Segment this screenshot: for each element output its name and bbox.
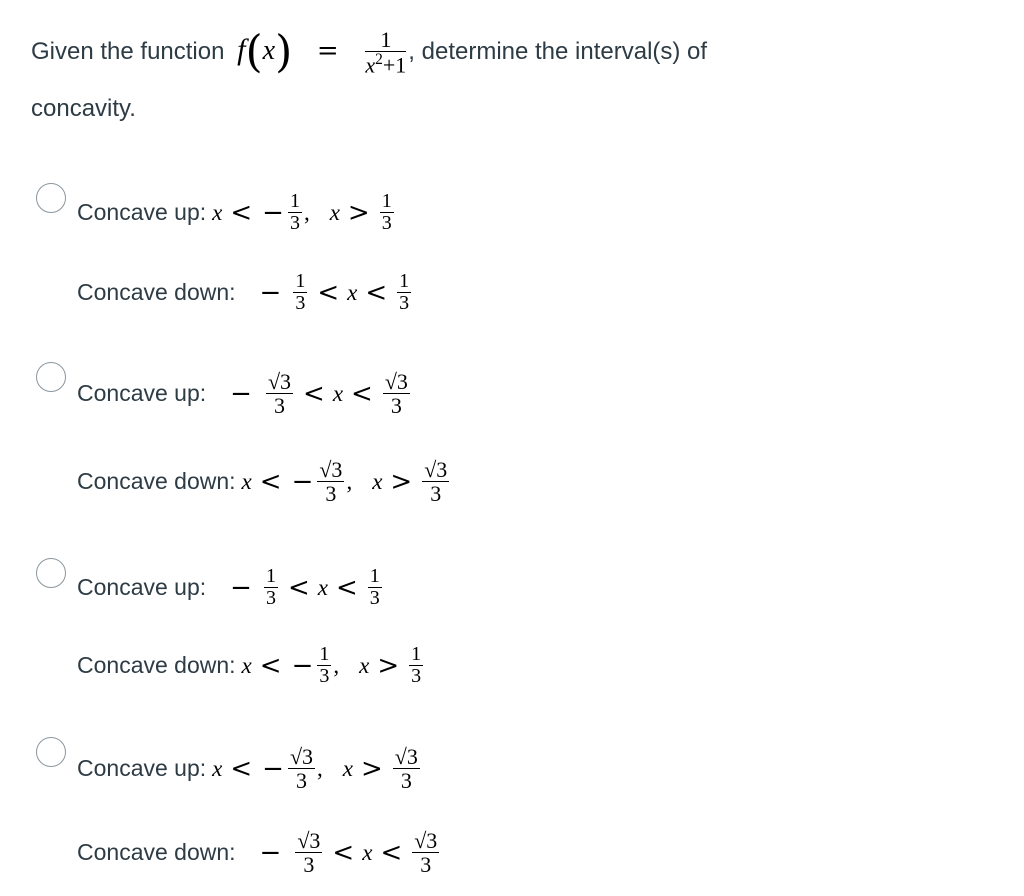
math-var: x bbox=[359, 652, 370, 678]
math-minus: − bbox=[230, 572, 252, 603]
option-3-concave-down bbox=[77, 644, 425, 687]
left-paren-icon: ( bbox=[245, 26, 263, 78]
math-op: < bbox=[259, 466, 282, 497]
math-op: < bbox=[259, 650, 282, 681]
math-minus: − bbox=[262, 197, 284, 228]
radio-button-3[interactable] bbox=[36, 558, 66, 588]
math-fraction: $\frac{√3}{3}$ bbox=[424, 457, 448, 507]
math-op: > bbox=[377, 650, 400, 681]
question-suffix: , determine the interval(s) of bbox=[408, 38, 708, 65]
rhs-den-var: x bbox=[365, 52, 376, 78]
math-var: x bbox=[332, 380, 344, 406]
rhs-fraction bbox=[365, 28, 406, 77]
option-1-concave-up bbox=[77, 191, 396, 234]
math-fraction: $\frac{1}{3}$ bbox=[295, 270, 306, 314]
math-fraction: $\frac{1}{3}$ bbox=[369, 565, 380, 609]
math-op: < bbox=[303, 378, 325, 409]
option-4-concave-down bbox=[77, 829, 441, 876]
math-fraction: $\frac{1}{3}$ bbox=[411, 643, 422, 687]
math-fraction: $\frac{1}{3}$ bbox=[265, 565, 276, 609]
question-line2: concavity. bbox=[31, 94, 136, 122]
math-var: x bbox=[317, 574, 328, 600]
math-op: > bbox=[390, 466, 413, 497]
math-fraction: $\frac{√3}{3}$ bbox=[289, 744, 314, 794]
math-sep: , bbox=[303, 199, 310, 225]
option-4-concave-up bbox=[77, 745, 422, 792]
math-fraction: $\frac{√3}{3}$ bbox=[394, 744, 418, 794]
math-minus: − bbox=[230, 378, 252, 409]
math-var: x bbox=[241, 468, 252, 494]
option-2-concave-up bbox=[77, 370, 412, 417]
math-minus: − bbox=[291, 466, 314, 497]
concave-up-label: Concave up: bbox=[77, 755, 207, 782]
math-sep: , bbox=[317, 755, 323, 781]
math-var: x bbox=[372, 468, 383, 494]
math-fraction: $\frac{√3}{3}$ bbox=[267, 369, 292, 419]
rhs-den-exp: 2 bbox=[375, 51, 383, 69]
math-minus: − bbox=[259, 837, 282, 868]
function-name: f bbox=[237, 33, 246, 66]
math-fraction: $\frac{√3}{3}$ bbox=[384, 369, 408, 419]
question-prefix: Given the function bbox=[31, 38, 225, 65]
math-var: x bbox=[241, 652, 252, 678]
rhs-den-rest: +1 bbox=[382, 52, 407, 78]
radio-button-4[interactable] bbox=[36, 737, 66, 767]
math-minus: − bbox=[291, 650, 314, 681]
option-3-concave-up bbox=[77, 566, 384, 609]
math-op: < bbox=[230, 197, 253, 228]
math-var: x bbox=[362, 839, 373, 865]
equals-sign: = bbox=[316, 36, 339, 66]
concave-down-label: Concave down: bbox=[77, 652, 236, 678]
concave-down-label: Concave down: bbox=[77, 468, 236, 495]
math-fraction: $\frac{1}{3}$ bbox=[381, 190, 392, 234]
math-op: < bbox=[380, 837, 403, 868]
math-op: > bbox=[347, 197, 370, 228]
concave-down-label: Concave down: bbox=[77, 839, 236, 866]
right-paren-icon: ) bbox=[275, 26, 293, 78]
math-fraction: $\frac{√3}{3}$ bbox=[414, 828, 438, 878]
math-minus: − bbox=[259, 277, 282, 308]
math-op: < bbox=[230, 753, 253, 784]
math-op: < bbox=[332, 837, 355, 868]
math-var: x bbox=[342, 755, 353, 781]
math-op: < bbox=[317, 277, 340, 308]
option-2-concave-down bbox=[77, 458, 451, 505]
math-fraction: $\frac{√3}{3}$ bbox=[319, 457, 343, 507]
concave-up-label: Concave up: bbox=[77, 380, 207, 407]
radio-button-2[interactable] bbox=[36, 362, 66, 392]
math-fraction: $\frac{1}{3}$ bbox=[289, 190, 300, 234]
math-sep: , bbox=[346, 468, 353, 494]
question-text bbox=[31, 22, 991, 137]
math-op: < bbox=[365, 277, 388, 308]
concave-up-label: Concave up: bbox=[77, 199, 207, 225]
rhs-numerator: 1 bbox=[365, 28, 406, 52]
concave-up-label: Concave up: bbox=[77, 574, 207, 600]
math-op: < bbox=[351, 378, 373, 409]
math-minus: − bbox=[262, 753, 284, 784]
radio-button-1[interactable] bbox=[36, 183, 66, 213]
math-var: x bbox=[347, 279, 358, 305]
math-op: < bbox=[287, 572, 310, 603]
math-fraction: $\frac{1}{3}$ bbox=[399, 270, 410, 314]
math-op: > bbox=[361, 753, 383, 784]
concave-down-label: Concave down: bbox=[77, 279, 236, 305]
math-var: x bbox=[212, 755, 223, 781]
math-op: < bbox=[335, 572, 358, 603]
math-fraction: $\frac{1}{3}$ bbox=[319, 643, 330, 687]
math-sep: , bbox=[333, 652, 340, 678]
math-fraction: $\frac{√3}{3}$ bbox=[297, 828, 321, 878]
function-variable: x bbox=[262, 35, 276, 66]
math-var: x bbox=[212, 199, 223, 225]
option-1-concave-down bbox=[77, 271, 413, 314]
math-var: x bbox=[329, 199, 340, 225]
